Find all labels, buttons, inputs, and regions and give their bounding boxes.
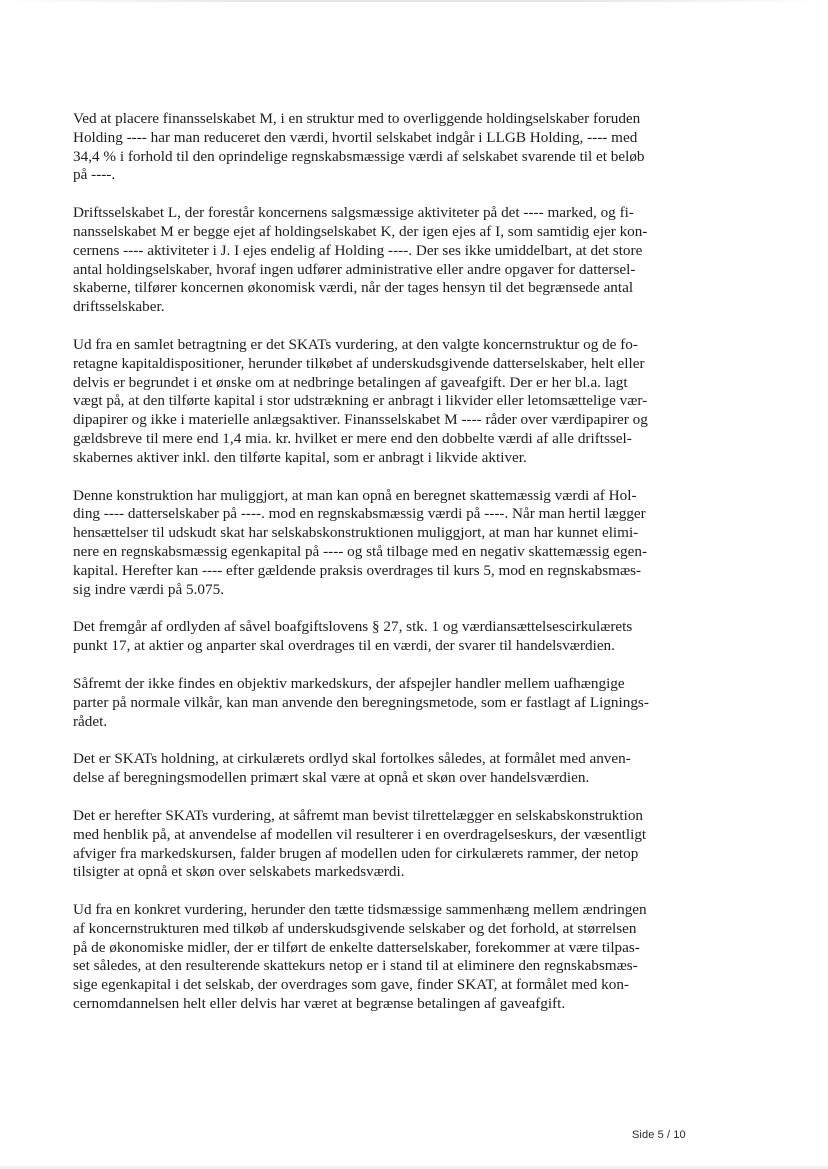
paragraph-4-line-2: ding ---- datterselskaber på ----. mod en regnskabsmæssig værdi på ----. Når man hertil lægger	[73, 505, 646, 523]
paragraph-4-line-4: nere en regnskabsmæssig egenkapital på ---- og stå tilbage med en negativ skattemæssig egen-	[73, 542, 648, 560]
paragraph-6	[73, 675, 709, 731]
page-top-edge	[0, 0, 828, 2]
paragraph-2-line-5: skaberne, tilfører koncernen økonomisk værdi, når der tages hensyn til det begrænsede antal	[73, 279, 634, 297]
paragraph-5-line-1: Det fremgår af ordlyden af såvel boafgiftslovens § 27, stk. 1 og værdiansættelsescirkulærets	[73, 618, 633, 636]
paragraph-1-line-3: 34,4 % i forhold til den oprindelige regnskabsmæssige værdi af selskabet svarende til et beløb	[73, 147, 645, 165]
paragraph-5	[73, 618, 709, 656]
paragraph-2-line-6: driftsselskaber.	[73, 298, 165, 316]
paragraph-3-line-1: Ud fra en samlet betragtning er det SKATs vurdering, at den valgte koncernstruktur og de fo-	[73, 335, 638, 353]
paragraph-7-line-1: Det er SKATs holdning, at cirkulærets ordlyd skal fortolkes således, at formålet med anven-	[73, 750, 631, 768]
document-body	[73, 110, 709, 1033]
page-number: Side 5 / 10	[632, 1129, 686, 1141]
paragraph-9-line-1: Ud fra en konkret vurdering, herunder den tætte tidsmæssige sammenhæng mellem ændringen	[73, 901, 647, 919]
paragraph-1-line-4: på ----.	[73, 166, 116, 184]
paragraph-2-line-3: cernens ---- aktiviteter i J. I ejes endelig af Holding ----. Der ses ikke umiddelbart, at det store	[73, 241, 643, 259]
paragraph-2-line-4: antal holdingselskaber, hvoraf ingen udfører administrative eller andre opgaver for dattersel-	[73, 260, 636, 278]
paragraph-4-line-5: kapital. Herefter kan ---- efter gældende praksis overdrages til kurs 5, mod en regnskabsmæs-	[73, 561, 642, 579]
paragraph-5-line-2: punkt 17, at aktier og anparter skal overdrages til en værdi, der svarer til handelsværdien.	[73, 637, 615, 655]
paragraph-4	[73, 487, 709, 600]
paragraph-1-line-2: Holding ---- har man reduceret den værdi, hvortil selskabet indgår i LLGB Holding, ---- med	[73, 128, 638, 146]
paragraph-7-line-2: delse af beregningsmodellen primært skal være at opnå et skøn over handelsværdien.	[73, 769, 590, 787]
paragraph-6-line-3: rådet.	[73, 712, 108, 730]
paragraph-2	[73, 204, 709, 317]
paragraph-4-line-1: Denne konstruktion har muliggjort, at man kan opnå en beregnet skattemæssig værdi af Hol-	[73, 486, 637, 504]
paragraph-8-line-1: Det er herefter SKATs vurdering, at såfremt man bevist tilrettelægger en selskabskonstruktion	[73, 806, 644, 824]
paragraph-8-line-4: tilsigter at opnå et skøn over selskabets markedsværdi.	[73, 863, 405, 881]
paragraph-9-line-5: sige egenkapital i det selskab, der overdrages som gave, finder SKAT, at formålet med kon-	[73, 976, 629, 994]
paragraph-3-line-5: dipapirer og ikke i materielle anlægsaktiver. Finansselskabet M ---- råder over værdipapirer og	[73, 411, 648, 429]
paragraph-9-line-4: set således, at den resulterende skattekurs netop er i stand til at eliminere den regnskabsmæs-	[73, 957, 638, 975]
paragraph-3-line-2: retagne kapitaldispositioner, herunder tilkøbet af underskudsgivende datterselskaber, helt eller	[73, 354, 645, 372]
paragraph-8-line-3: afviger fra markedskursen, falder brugen af modellen uden for cirkulærets rammer, der netop	[73, 844, 639, 862]
paragraph-3-line-6: gældsbreve til mere end 1,4 mia. kr. hvilket er mere end den dobbelte værdi af alle driftssel-	[73, 429, 632, 447]
paragraph-3	[73, 336, 709, 468]
paragraph-1-line-1: Ved at placere finansselskabet M, i en struktur med to overliggende holdingselskaber foruden	[73, 110, 641, 127]
paragraph-7	[73, 750, 709, 788]
paragraph-8	[73, 807, 709, 882]
paragraph-6-line-2: parter på normale vilkår, kan man anvende den beregningsmetode, som er fastlagt af Lignings-	[73, 693, 649, 711]
paragraph-8-line-2: med henblik på, at anvendelse af modellen vil resulterer i en overdragelseskurs, der væsentligt	[73, 825, 647, 843]
paragraph-1	[73, 110, 709, 185]
paragraph-9-line-2: af koncernstrukturen med tilkøb af underskudsgivende selskaber og det forhold, at størrelsen	[73, 919, 637, 937]
paragraph-9	[73, 901, 709, 1014]
paragraph-9-line-6: cernomdannelsen helt eller delvis har været at begrænse betalingen af gaveafgift.	[73, 995, 566, 1013]
paragraph-3-line-4: vægt på, at den tilførte kapital i stor udstrækning er anbragt i likvider eller letomsættelige vær-	[73, 392, 648, 410]
paragraph-3-line-3: delvis er begrundet i et ønske om at nedbringe betalingen af gaveafgift. Der er her bl.a. lagt	[73, 373, 628, 391]
paragraph-2-line-1: Driftsselskabet L, der forestår koncernens salgsmæssige aktiviteter på det ---- marked, og fi-	[73, 204, 634, 222]
paragraph-4-line-3: hensættelser til udskudt skat har selskabskonstruktionen muliggjort, at man har kunnet elimi-	[73, 524, 639, 542]
paragraph-2-line-2: nansselskabet M er begge ejet af holdingselskabet K, der igen ejes af I, som samtidig ejer kon-	[73, 222, 648, 240]
paragraph-4-line-6: sig indre værdi på 5.075.	[73, 580, 225, 598]
paragraph-9-line-3: på de økonomiske midler, der er tilført de enkelte datterselskaber, forekommer at være tilpas-	[73, 938, 640, 956]
paragraph-3-line-7: skabernes aktiver inkl. den tilførte kapital, som er anbragt i likvide aktiver.	[73, 448, 527, 466]
paragraph-6-line-1: Såfremt der ikke findes en objektiv markedskurs, der afspejler handler mellem uafhængige	[73, 674, 625, 692]
